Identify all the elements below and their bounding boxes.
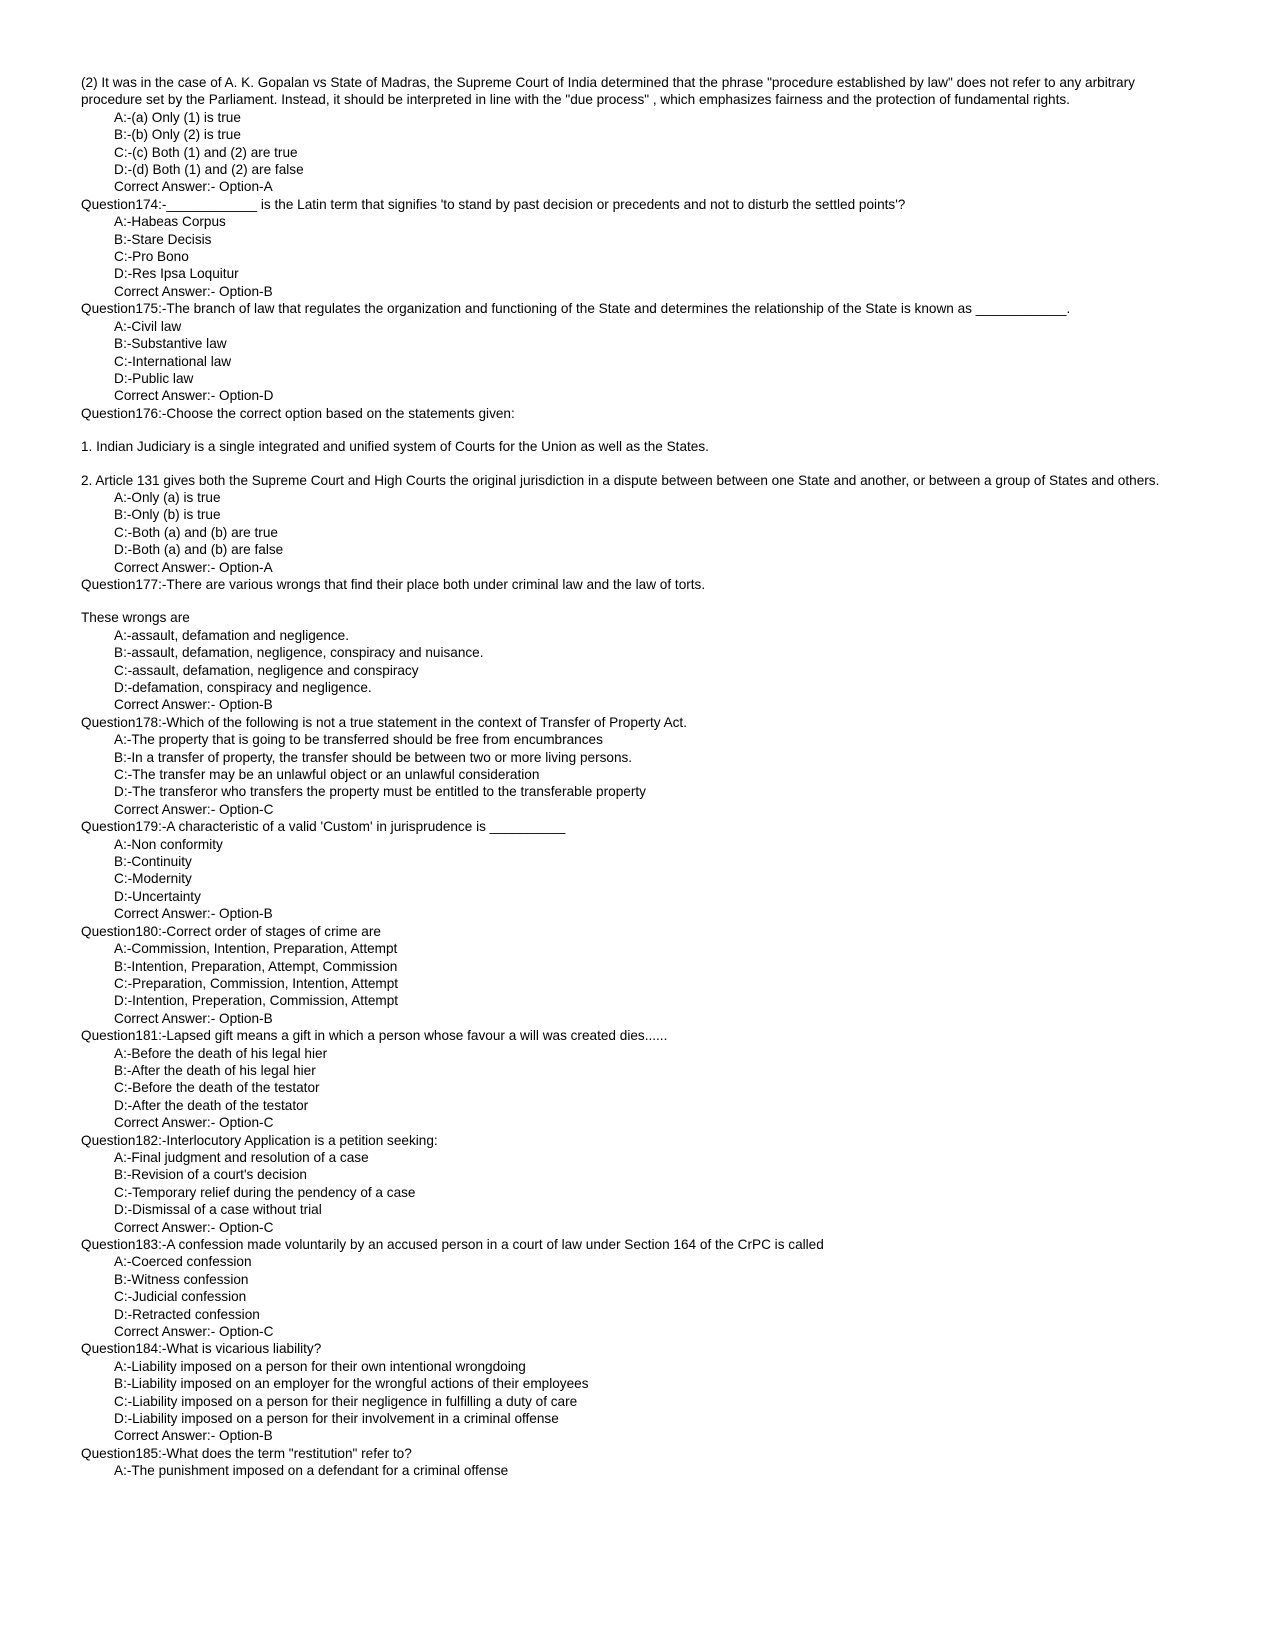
question-177 bbox=[81, 576, 1181, 714]
statement-2: (2) It was in the case of A. K. Gopalan vs State of Madras, the Supreme Court of India determined that the phrase "procedure established by law" does not refer to any arbitrary procedure set by the Parliament. Instead, it should be interpreted in line with the "due process" , which emphasizes fairness and the protection of fundamental rights. bbox=[81, 75, 1135, 108]
option-b: B:-Intention, Preparation, Attempt, Commission bbox=[114, 958, 398, 974]
question-180 bbox=[81, 923, 1181, 1027]
correct-answer: Correct Answer:- Option-A bbox=[114, 179, 273, 195]
question-text: Question178:-Which of the following is not a true statement in the context of Transfer of Property Act. bbox=[81, 714, 687, 730]
intro-block bbox=[81, 74, 1181, 196]
option-c: C:-Pro Bono bbox=[114, 249, 189, 265]
option-a: A:-Final judgment and resolution of a case bbox=[114, 1149, 369, 1165]
option-a: A:-Before the death of his legal hier bbox=[114, 1045, 328, 1061]
question-text: Question184:-What is vicarious liability? bbox=[81, 1341, 322, 1357]
option-b: B:-(b) Only (2) is true bbox=[114, 127, 241, 143]
question-174 bbox=[81, 196, 1181, 300]
correct-answer: Correct Answer:- Option-B bbox=[114, 283, 273, 299]
question-184 bbox=[81, 1340, 1181, 1444]
question-text: Question182:-Interlocutory Application is a petition seeking: bbox=[81, 1132, 438, 1148]
correct-answer: Correct Answer:- Option-C bbox=[114, 1115, 274, 1131]
question-179 bbox=[81, 818, 1181, 922]
option-a: A:-Civil law bbox=[114, 318, 182, 334]
statement-1: 1. Indian Judiciary is a single integrated and unified system of Courts for the Union as well as the States. bbox=[81, 439, 709, 455]
option-b: B:-In a transfer of property, the transfer should be between two or more living persons. bbox=[114, 749, 633, 765]
question-text: Question175:-The branch of law that regulates the organization and functioning of the State and determines the relationship of the State is known as ____________. bbox=[81, 301, 1071, 317]
option-d: D:-After the death of the testator bbox=[114, 1097, 309, 1113]
option-b: B:-Only (b) is true bbox=[114, 507, 221, 523]
option-d: D:-Public law bbox=[114, 370, 194, 386]
option-d: D:-defamation, conspiracy and negligence. bbox=[114, 680, 372, 695]
option-d: D:-Both (a) and (b) are false bbox=[114, 542, 284, 558]
correct-answer: Correct Answer:- Option-B bbox=[114, 1010, 273, 1026]
question-181 bbox=[81, 1027, 1181, 1131]
option-b: B:-assault, defamation, negligence, conspiracy and nuisance. bbox=[114, 645, 484, 661]
option-a: A:-Habeas Corpus bbox=[114, 214, 226, 230]
option-b: B:-Continuity bbox=[114, 854, 192, 870]
option-a: A:-Non conformity bbox=[114, 836, 223, 852]
option-b: B:-Witness confession bbox=[114, 1271, 249, 1287]
option-d: D:-Uncertainty bbox=[114, 888, 201, 904]
question-text: Question174:-____________ is the Latin term that signifies 'to stand by past decision or precedents and not to disturb the settled points'? bbox=[81, 196, 906, 212]
question-text: Question179:-A characteristic of a valid 'Custom' in jurisprudence is __________ bbox=[81, 819, 566, 835]
question-continuation: These wrongs are bbox=[81, 610, 190, 626]
correct-answer: Correct Answer:- Option-C bbox=[114, 801, 274, 817]
correct-answer: Correct Answer:- Option-D bbox=[114, 388, 274, 404]
option-c: C:-Judicial confession bbox=[114, 1289, 247, 1305]
option-c: C:-Preparation, Commission, Intention, Attempt bbox=[114, 975, 399, 991]
option-a: A:-Coerced confession bbox=[114, 1254, 252, 1270]
correct-answer: Correct Answer:- Option-B bbox=[114, 1428, 273, 1444]
option-c: C:-Before the death of the testator bbox=[114, 1080, 320, 1096]
option-d: D:-Retracted confession bbox=[114, 1306, 260, 1322]
option-c: C:-assault, defamation, negligence and conspiracy bbox=[114, 662, 419, 678]
question-text: Question177:-There are various wrongs that find their place both under criminal law and the law of torts. bbox=[81, 576, 706, 592]
option-d: D:-(d) Both (1) and (2) are false bbox=[114, 162, 304, 178]
question-183 bbox=[81, 1236, 1181, 1340]
option-d: D:-Liability imposed on a person for their involvement in a criminal offense bbox=[114, 1411, 559, 1427]
option-d: D:-Intention, Preperation, Commission, Attempt bbox=[114, 993, 399, 1009]
option-a: A:-Only (a) is true bbox=[114, 489, 221, 505]
correct-answer: Correct Answer:- Option-B bbox=[114, 697, 273, 713]
question-text: Question185:-What does the term "restitution" refer to? bbox=[81, 1445, 412, 1461]
correct-answer: Correct Answer:- Option-C bbox=[114, 1219, 274, 1235]
question-text: Question183:-A confession made voluntarily by an accused person in a court of law under Section 164 of the CrPC is called bbox=[81, 1237, 824, 1252]
option-b: B:-After the death of his legal hier bbox=[114, 1062, 316, 1078]
option-b: B:-Stare Decisis bbox=[114, 231, 212, 247]
option-a: A:-Liability imposed on a person for their own intentional wrongdoing bbox=[114, 1358, 526, 1374]
question-text: Question180:-Correct order of stages of crime are bbox=[81, 923, 381, 939]
option-c: C:-(c) Both (1) and (2) are true bbox=[114, 144, 298, 160]
question-175 bbox=[81, 300, 1181, 404]
option-c: C:-Temporary relief during the pendency of a case bbox=[114, 1184, 416, 1200]
option-a: A:-The property that is going to be transferred should be free from encumbrances bbox=[114, 732, 603, 748]
statement-2: 2. Article 131 gives both the Supreme Court and High Courts the original jurisdiction in a dispute between between one State and another, or between a group of States and others. bbox=[81, 472, 1160, 488]
option-d: D:-Res Ipsa Loquitur bbox=[114, 266, 239, 282]
question-text: Question176:-Choose the correct option based on the statements given: bbox=[81, 405, 515, 421]
option-d: D:-Dismissal of a case without trial bbox=[114, 1202, 322, 1218]
option-c: C:-Both (a) and (b) are true bbox=[114, 524, 278, 540]
option-d: D:-The transferor who transfers the property must be entitled to the transferable property bbox=[114, 784, 646, 800]
question-176 bbox=[81, 405, 1181, 576]
option-a: A:-(a) Only (1) is true bbox=[114, 109, 241, 125]
option-c: C:-International law bbox=[114, 353, 232, 369]
option-c: C:-The transfer may be an unlawful object or an unlawful consideration bbox=[114, 767, 540, 783]
correct-answer: Correct Answer:- Option-C bbox=[114, 1324, 274, 1340]
option-a: A:-The punishment imposed on a defendant for a criminal offense bbox=[114, 1463, 509, 1479]
question-185 bbox=[81, 1445, 1181, 1480]
option-c: C:-Modernity bbox=[114, 871, 192, 887]
question-182 bbox=[81, 1132, 1181, 1236]
option-b: B:-Substantive law bbox=[114, 336, 227, 352]
option-a: A:-Commission, Intention, Preparation, Attempt bbox=[114, 941, 398, 957]
option-a: A:-assault, defamation and negligence. bbox=[114, 627, 350, 643]
option-c: C:-Liability imposed on a person for their negligence in fulfilling a duty of care bbox=[114, 1393, 578, 1409]
option-b: B:-Liability imposed on an employer for the wrongful actions of their employees bbox=[114, 1376, 589, 1392]
option-b: B:-Revision of a court's decision bbox=[114, 1167, 307, 1183]
question-text: Question181:-Lapsed gift means a gift in which a person whose favour a will was created dies...... bbox=[81, 1028, 668, 1044]
correct-answer: Correct Answer:- Option-A bbox=[114, 559, 273, 575]
question-178 bbox=[81, 714, 1181, 818]
correct-answer: Correct Answer:- Option-B bbox=[114, 906, 273, 922]
question-page bbox=[81, 74, 1181, 1480]
